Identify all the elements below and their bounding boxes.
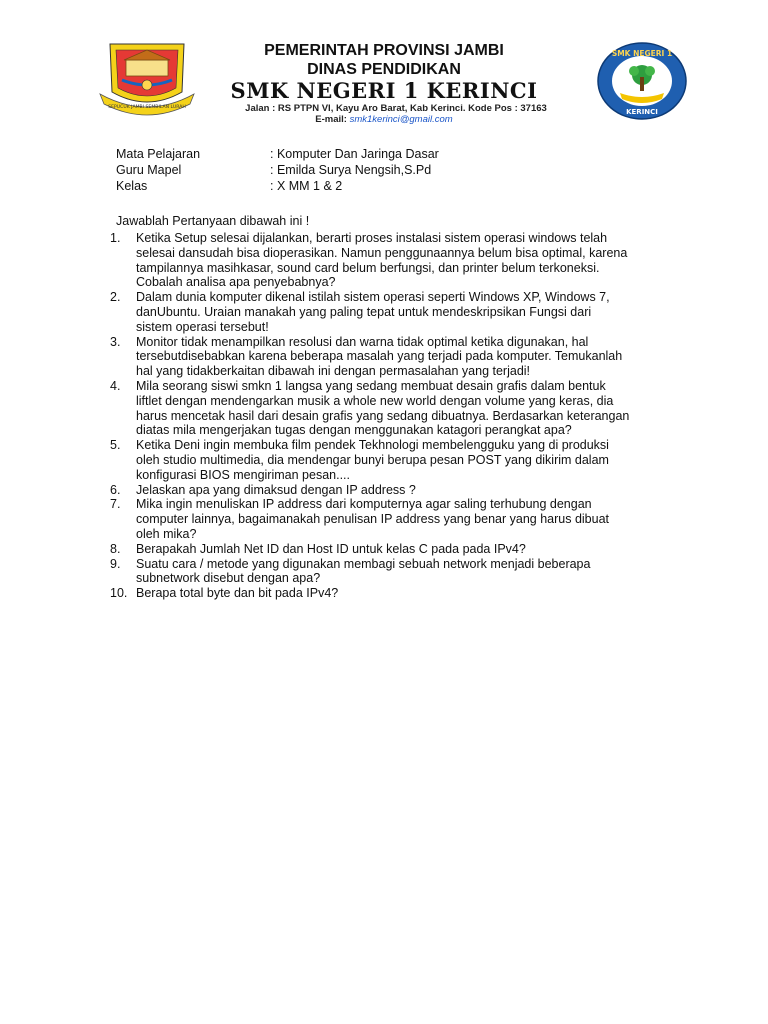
instruction-text: Jawablah Pertanyaan dibawah ini ! (116, 214, 310, 228)
question-text (136, 586, 684, 601)
question-line: Mila seorang siswi smkn 1 langsa yang sedang membuat desain grafis dalam bentuk (136, 378, 606, 393)
question-item (110, 231, 684, 290)
question-number: 5. (110, 438, 121, 453)
meta-label: Kelas (116, 179, 148, 193)
question-line: subnetwork disebut dengan apa? (136, 571, 321, 586)
meta-row-teacher (116, 162, 439, 178)
department-title: DINAS PENDIDIKAN (307, 61, 461, 78)
question-line: liftlet dengan mendengarkan musik a whole new world dengan volume yang keras, dia (136, 393, 614, 408)
question-line: diatas mila mengerjakan tugas dengan menggunakan katagori perangkat apa? (136, 423, 572, 438)
meta-value: : X MM 1 & 2 (270, 179, 343, 193)
question-item (110, 438, 684, 482)
question-list (110, 231, 684, 601)
question-number: 1. (110, 231, 121, 245)
question-line: Berapakah Jumlah Net ID dan Host ID untuk kelas C pada pada IPv4? (136, 541, 526, 556)
question-item (110, 542, 684, 557)
school-logo-bottom-text: KERINCI (626, 108, 658, 116)
question-line: danUbuntu. Uraian manakah yang paling tepat untuk mendeskripsikan Fungsi dari (136, 304, 592, 319)
question-text (136, 438, 684, 482)
question-number: 3. (110, 334, 121, 349)
question-line: Cobalah analisa apa penyebabnya? (136, 275, 336, 290)
question-line: sistem operasi tersebut! (136, 319, 269, 334)
question-item (110, 586, 684, 601)
question-line: Ketika Deni ingin membuka film pendek Tekhnologi membelengguku yang di produksi (136, 438, 609, 453)
school-address: Jalan : RS PTPN VI, Kayu Aro Barat, Kab Kerinci. Kode Pos : 37163 (245, 103, 547, 114)
question-line: tampilannya masihkasar, sound card belum berfungsi, dan printer belum terkoneksi. (136, 260, 600, 275)
meta-label: Guru Mapel (116, 163, 182, 177)
question-number: 9. (110, 556, 121, 571)
question-line: Monitor tidak menampilkan resolusi dan warna tidak optimal ketika digunakan, hal (136, 334, 589, 349)
question-line: tersebutdisebabkan karena beberapa masalah yang terjadi pada komputer. Temukanlah (136, 349, 623, 364)
document-meta (116, 146, 439, 194)
question-line: konfigurasi BIOS mengiriman pesan.... (136, 467, 350, 482)
question-text (136, 379, 684, 438)
email-label: E-mail: (315, 114, 347, 125)
meta-label: Mata Pelajaran (116, 147, 201, 161)
question-number: 8. (110, 541, 121, 556)
question-line: computer lainnya, bagaimanakah penulisan IP address yang benar yang harus dibuat (136, 512, 610, 527)
question-number: 2. (110, 290, 121, 305)
question-item (110, 483, 684, 498)
question-item (110, 335, 684, 379)
question-line: hal yang tidakberkaitan dibawah ini dengan permasalahan yang terjadi! (136, 364, 531, 379)
question-line: harus mencetak hasil dari desain grafis yang sedang dibuatnya. Berdasarkan keterangan (136, 408, 630, 423)
question-item (110, 497, 684, 541)
question-text (136, 497, 684, 541)
question-text (136, 231, 684, 290)
question-line: Mika ingin menuliskan IP address dari komputernya agar saling terhubung dengan (136, 497, 592, 512)
question-item (110, 379, 684, 438)
meta-row-subject (116, 146, 439, 162)
school-email-line (0, 114, 768, 125)
emblem-motto-text: SEPUCUK JAMBI SEMBILAN LURAH (108, 105, 186, 110)
question-line: oleh studio multimedia, dia mendengar bunyi berupa pesan POST yang dikirim dalam (136, 452, 609, 467)
school-logo-top-text: SMK NEGERI 1 (611, 49, 673, 58)
meta-value: : Komputer Dan Jaringa Dasar (270, 147, 439, 161)
question-number: 6. (110, 482, 121, 497)
email-link[interactable]: smk1kerinci@gmail.com (349, 114, 453, 125)
question-text (136, 557, 684, 587)
question-item (110, 557, 684, 587)
question-line: Suatu cara / metode yang digunakan membagi sebuah network menjadi beberapa (136, 556, 591, 571)
question-item (110, 290, 684, 334)
question-number: 10. (110, 586, 128, 601)
meta-row-class (116, 178, 439, 194)
school-name: SMK NEGERI 1 KERINCI (230, 78, 538, 103)
question-text (136, 290, 684, 334)
question-line: Jelaskan apa yang dimaksud dengan IP address ? (136, 482, 416, 497)
question-line: Ketika Setup selesai dijalankan, berarti proses instalasi sistem operasi windows telah (136, 231, 608, 245)
question-text (136, 335, 684, 379)
question-line: Berapa total byte dan bit pada IPv4? (136, 586, 339, 601)
question-text (136, 483, 684, 498)
government-title: PEMERINTAH PROVINSI JAMBI (264, 42, 504, 59)
question-text (136, 542, 684, 557)
question-number: 7. (110, 497, 121, 512)
question-line: oleh mika? (136, 526, 197, 541)
question-line: Dalam dunia komputer dikenal istilah sistem operasi seperti Windows XP, Windows 7, (136, 290, 610, 305)
question-line: selesai dansudah bisa dioperasikan. Namun penggunaannya belum bisa optimal, karena (136, 245, 628, 260)
question-number: 4. (110, 378, 121, 393)
meta-value: : Emilda Surya Nengsih,S.Pd (270, 163, 432, 177)
